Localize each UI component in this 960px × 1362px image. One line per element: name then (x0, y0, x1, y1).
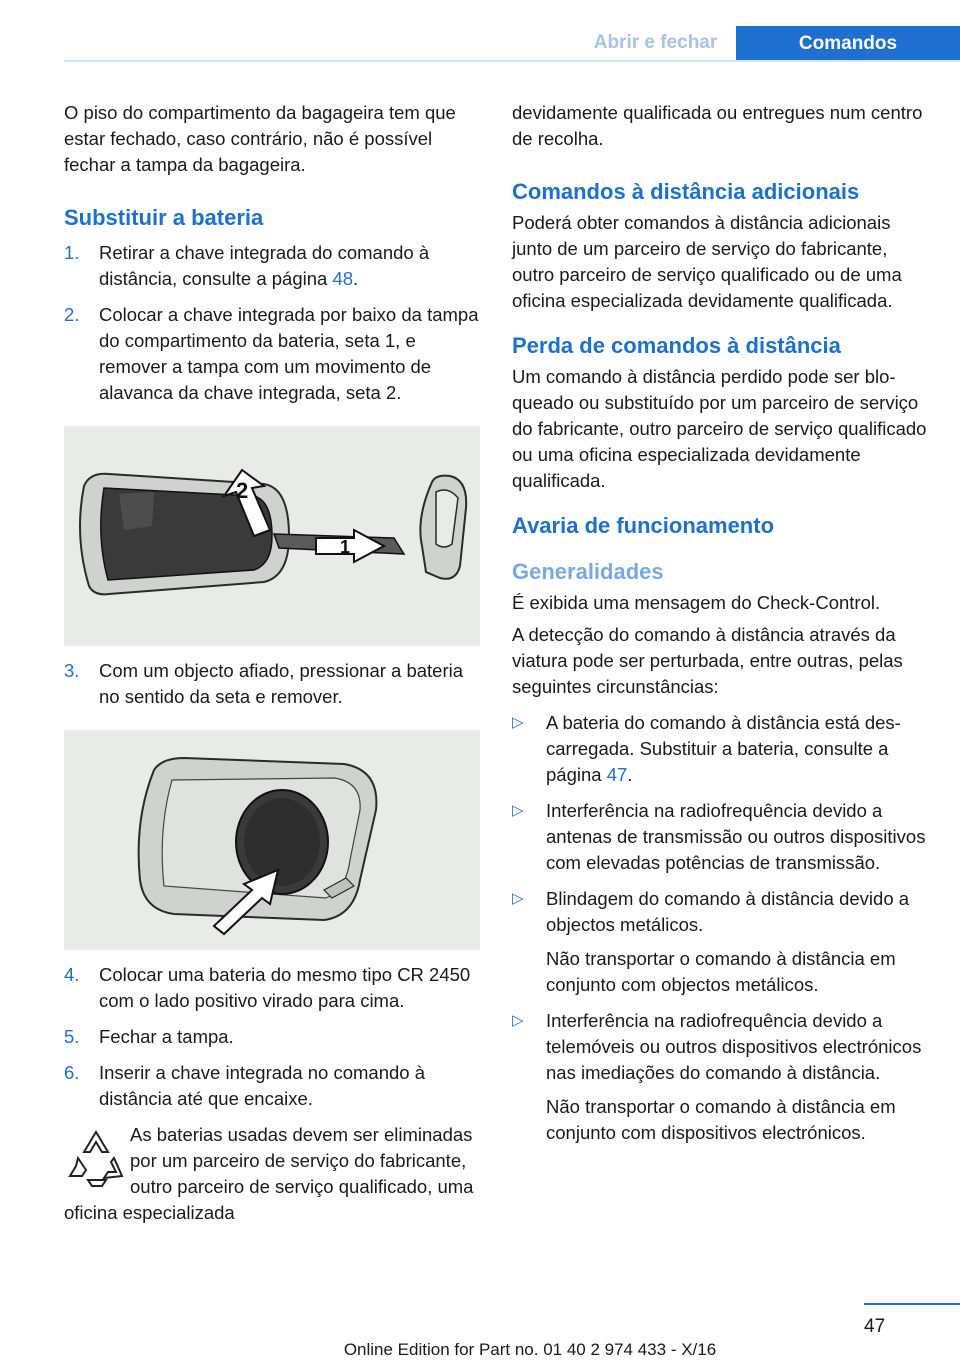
circumstances-list (512, 710, 928, 1146)
step-text: Inserir a chave integrada no comando à distância até que encaixe. (99, 1062, 426, 1109)
battery-heading: Substituir a bateria (64, 205, 264, 230)
tab-abrir-e-fechar[interactable]: Abrir e fechar (593, 32, 718, 53)
list-item-text: A bateria do comando à distância está descarregada. Substituir a bateria, consulte a página 47. (546, 712, 901, 785)
key-fob-battery-svg (64, 730, 480, 950)
recycle-note: As baterias usadas devem ser eliminadas por um parceiro de serviço do fabricante, outro parceiro de serviço qualificado, uma oficina especializada (64, 1124, 474, 1223)
step-number: 1. (64, 242, 80, 263)
step-2 (64, 302, 480, 406)
step-3 (64, 658, 480, 710)
list-item-note: Não transportar o comando à distância em conjunto com objectos metálicos. (546, 948, 896, 995)
right-column (512, 100, 928, 1146)
edition-note: Online Edition for Part no. 01 40 2 974 433 - X/16 (343, 1340, 717, 1359)
list-item (512, 1008, 928, 1146)
additional-heading: Comandos à distância adicionais (512, 179, 860, 204)
step-4 (64, 962, 480, 1014)
footer-divider (864, 1303, 960, 1305)
bullet-arrow-icon: ▷ (512, 1012, 524, 1029)
step-text: Colocar uma bateria do mesmo tipo CR 2450 com o lado positivo virado para cima. (99, 964, 471, 1011)
step-number: 5. (64, 1026, 80, 1047)
step-number: 2. (64, 304, 80, 325)
list-item (512, 886, 928, 998)
continuation-paragraph: devidamente qualificada ou entregues num centro de recolha. (512, 102, 923, 149)
list-item (512, 798, 928, 876)
general-paragraph-1: É exibida uma mensagem do Check-Control. (512, 592, 881, 613)
step-number: 4. (64, 964, 80, 985)
recycle-note-block (64, 1122, 480, 1226)
step-number: 3. (64, 660, 80, 681)
arrow-label-1: 1 (340, 537, 351, 557)
page-link-48[interactable]: 48 (332, 268, 354, 289)
key-fob-arrows-illustration (64, 426, 480, 646)
general-paragraph-2: A detecção do comando à distância através da viatura pode ser perturbada, entre outras, pelas seguintes circunstâncias: (512, 624, 903, 697)
loss-paragraph: Um comando à distância perdido pode ser bloqueado ou substituído por um parceiro de serviço do fabricante, outro parceiro de serviço qualificado ou uma oficina especializada devidamente qualificada. (512, 366, 927, 491)
left-column (64, 100, 480, 1226)
step-number: 6. (64, 1062, 80, 1083)
step-1 (64, 240, 480, 292)
step-text: Com um objecto afiado, pressionar a bateria no sentido da seta e remover. (99, 660, 464, 707)
battery-steps-b (64, 658, 480, 710)
battery-steps-a (64, 240, 480, 406)
page-link-47[interactable]: 47 (606, 764, 628, 785)
loss-heading: Perda de comandos à distância (512, 333, 841, 358)
bullet-arrow-icon: ▷ (512, 890, 524, 907)
list-item (512, 710, 928, 788)
list-item-text: Interferência na radiofrequência devido a telemóveis ou outros dispositivos electrónicos nas imediações do comando à distância. Não transportar o comando à distância em conjunto com dispositivos electrónicos. (546, 1008, 928, 1146)
arrow-label-2: 2 (236, 478, 249, 503)
key-fob-battery-illustration (64, 730, 480, 950)
recycle-icon (64, 1122, 128, 1194)
header-divider (64, 60, 960, 62)
key-fob-arrows-svg (64, 426, 480, 646)
list-item-text: Interferência na radiofrequência devido a antenas de transmissão ou outros dispositivos com elevadas potências de transmissão. (546, 800, 926, 873)
additional-paragraph: Poderá obter comandos à distância adicionais junto de um parceiro de serviço do fabricante, outro parceiro de serviço qualificado ou de uma oficina especializada devidamente qualificada. (512, 212, 902, 311)
step-5 (64, 1024, 480, 1050)
list-item-text: Blindagem do comando à distância devido a objectos metálicos. Não transportar o comando à distância em conjunto com objectos metálicos. (546, 886, 928, 998)
page-number: 47 (864, 1316, 886, 1337)
intro-paragraph: O piso do compartimento da bagageira tem que estar fechado, caso contrário, não é possível fechar a tampa da bagageira. (64, 102, 456, 175)
step-text: Fechar a tampa. (99, 1026, 234, 1047)
list-item-note: Não transportar o comando à distância em conjunto com dispositivos electrónicos. (546, 1096, 896, 1143)
bullet-arrow-icon: ▷ (512, 802, 524, 819)
general-heading: Generalidades (512, 559, 664, 584)
step-text: Colocar a chave integrada por baixo da tampa do compartimento da bateria, seta 1, e remover a tampa com um movimento de alavanca da chave integrada, seta 2. (99, 304, 479, 403)
bullet-arrow-icon: ▷ (512, 714, 524, 731)
battery-steps-c (64, 962, 480, 1112)
step-6 (64, 1060, 480, 1112)
step-text: Retirar a chave integrada do comando à distância, consulte a página 48. (99, 242, 430, 289)
tab-comandos[interactable]: Comandos (736, 26, 960, 62)
malfunction-heading: Avaria de funcionamento (512, 513, 775, 538)
